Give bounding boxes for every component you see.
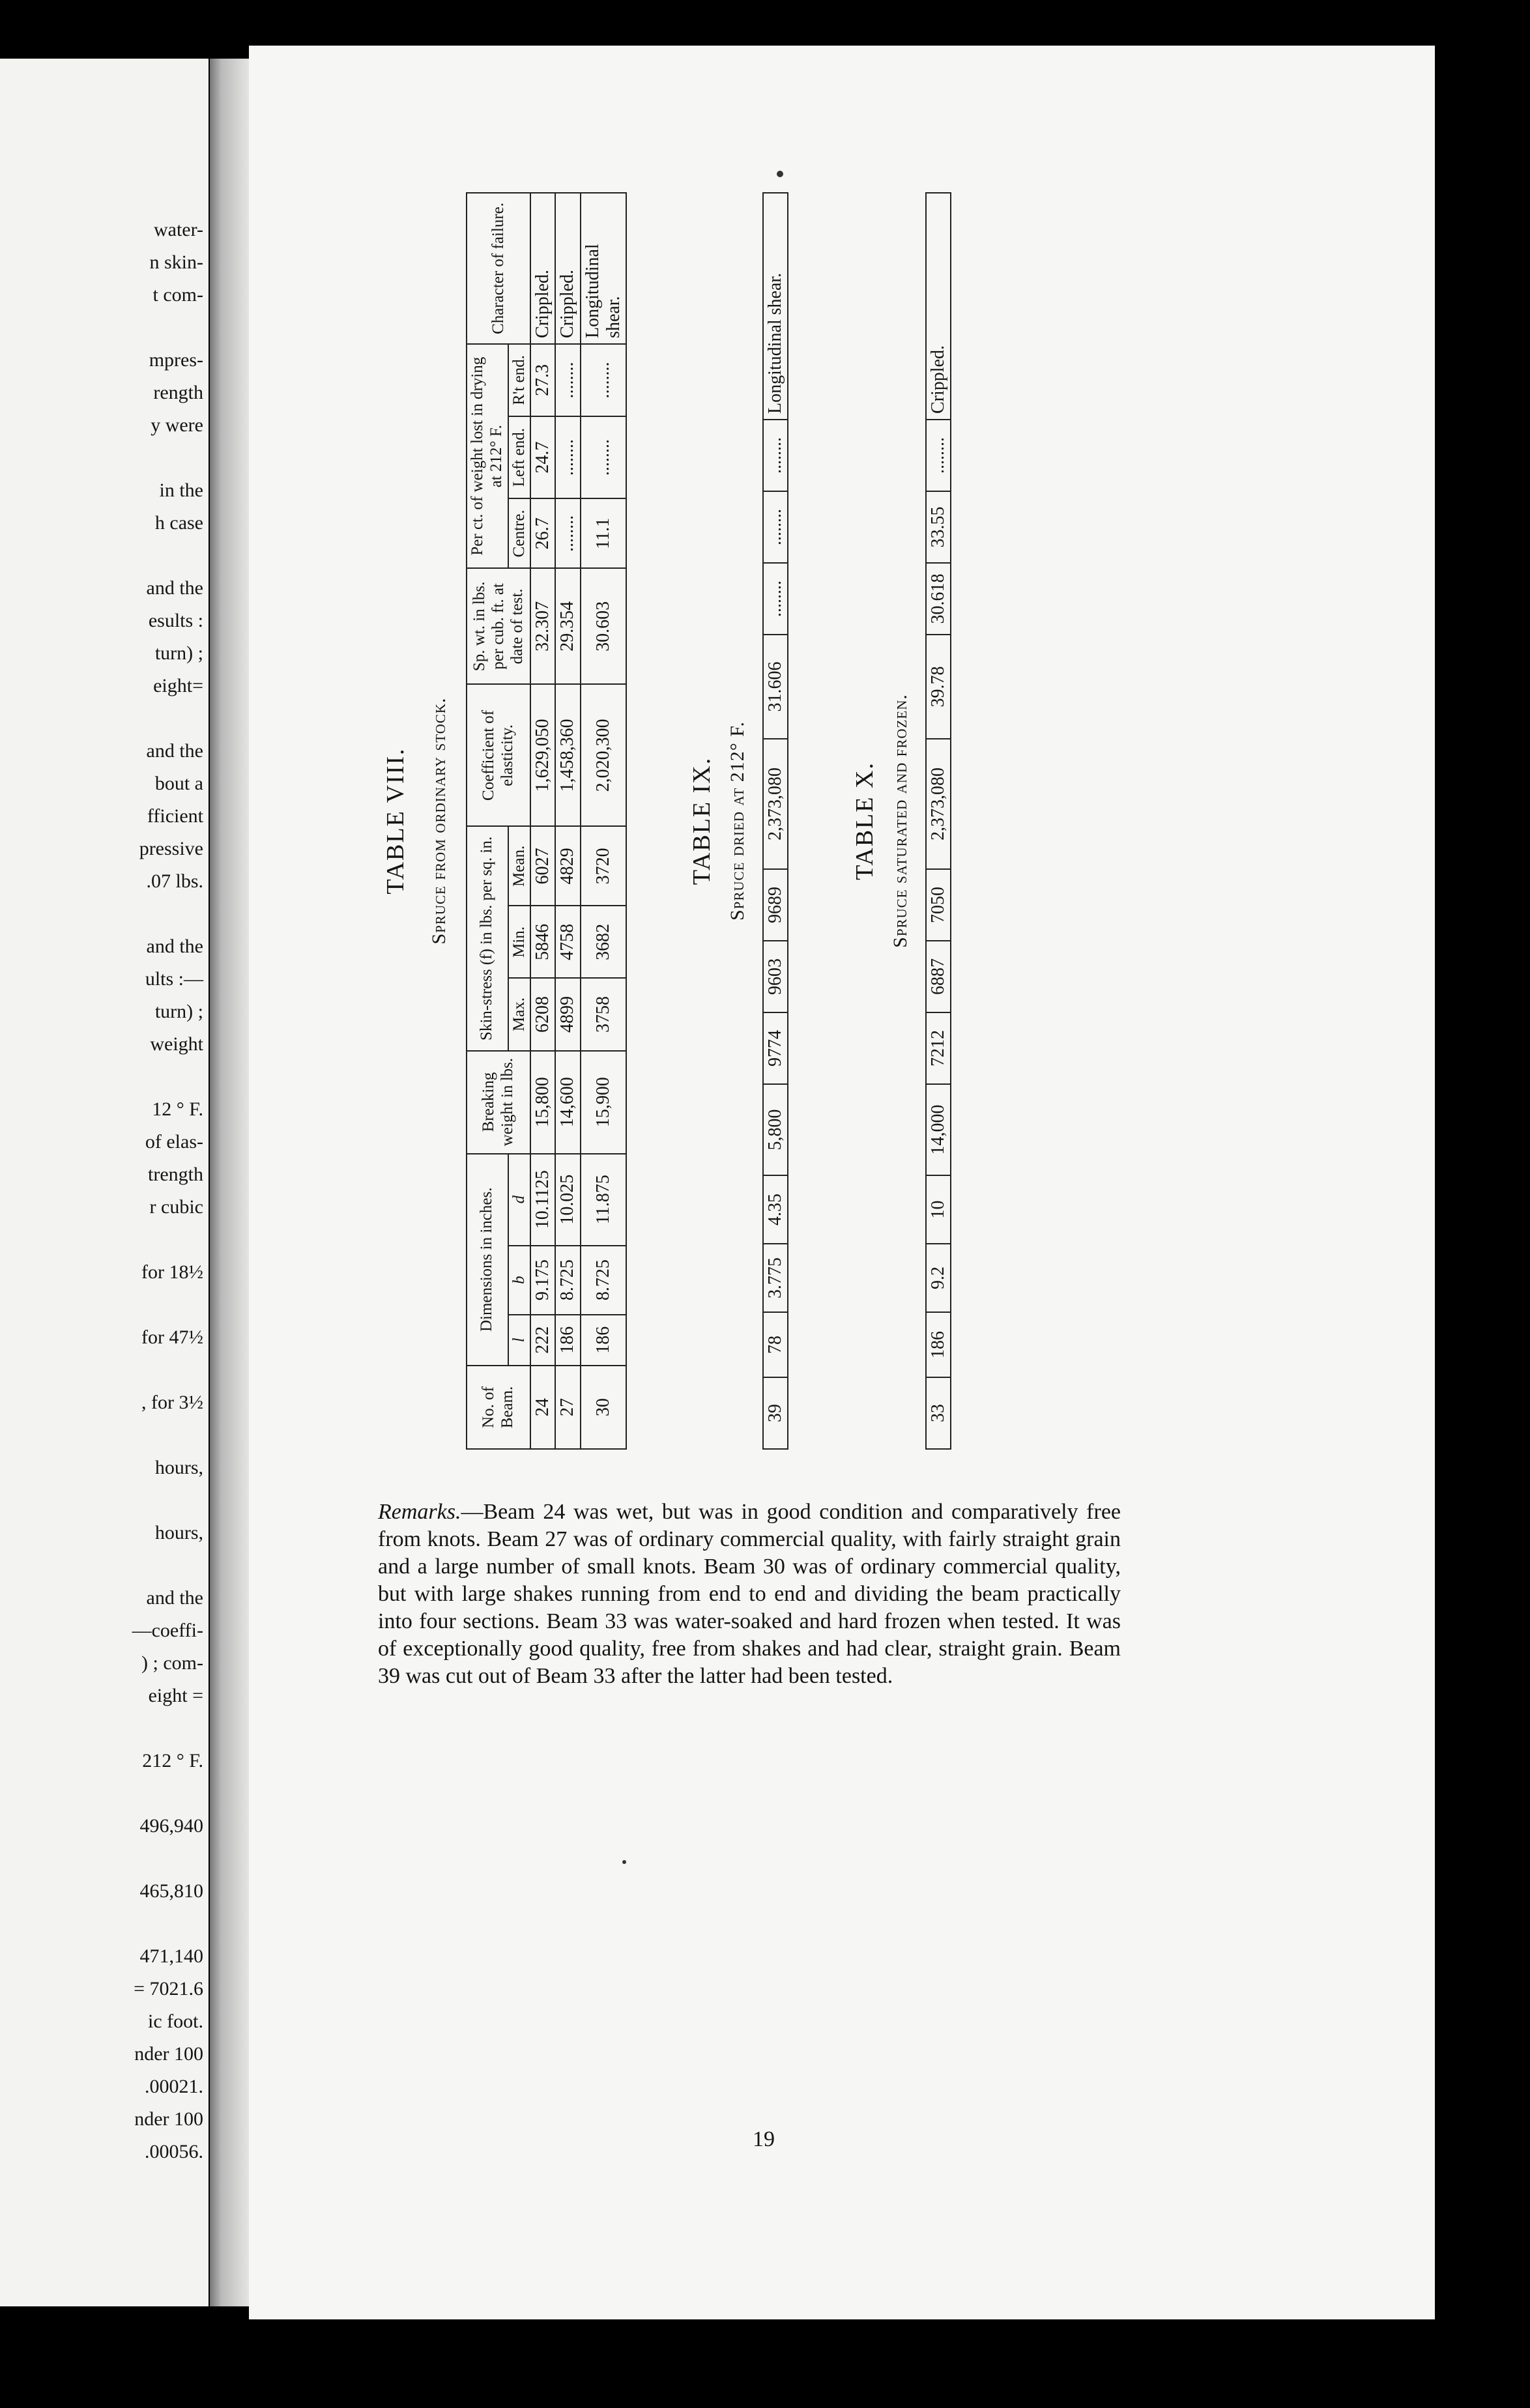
left-page-line: t com- <box>152 284 203 306</box>
left-page-line: eight = <box>148 1685 203 1706</box>
cell-b: 8.725 <box>555 1246 580 1315</box>
cell-coef: 1,458,360 <box>555 684 580 826</box>
left-page-line: rength <box>153 382 203 403</box>
cell-beam: 27 <box>555 1366 580 1449</box>
rotated-tables <box>381 192 1085 1450</box>
table-viii-title: TABLE VIII. <box>382 747 409 895</box>
left-page-line: pressive <box>139 838 203 859</box>
left-page-line: 212 ° F. <box>142 1750 203 1771</box>
cell-centre: 26.7 <box>530 498 555 568</box>
cell-b: 8.725 <box>581 1246 626 1315</box>
cell-max: 7212 <box>926 1012 951 1084</box>
cell-coef: 2,373,080 <box>763 739 788 869</box>
table-viii <box>466 192 627 1450</box>
cell-left: 33.55 <box>926 491 951 563</box>
cell-l: 78 <box>763 1312 788 1377</box>
header-l: l <box>508 1315 531 1366</box>
cell-beam: 33 <box>926 1377 951 1449</box>
left-page-line: ) ; com- <box>141 1652 203 1674</box>
header-no-of-beam: No. of Beam. <box>467 1366 530 1449</box>
table-x-subtitle: Spruce saturated and frozen. <box>889 694 911 948</box>
left-page-line: mpres- <box>149 349 203 371</box>
page-number: 19 <box>753 2127 775 2151</box>
cell-mean: 6027 <box>530 826 555 906</box>
cell-spwt: 29.354 <box>555 568 580 684</box>
remarks-label: Remarks. <box>378 1500 461 1524</box>
cell-failure: Longitudinal shear. <box>763 193 788 420</box>
left-page-line: —coeffi- <box>132 1620 203 1641</box>
left-page-line: fficient <box>147 805 203 827</box>
book-gutter <box>210 59 249 2306</box>
table-ix-title: TABLE IX. <box>688 756 715 885</box>
cell-min: 4758 <box>555 906 580 978</box>
cell-centre: ........ <box>763 563 788 635</box>
table-viii-subtitle: Spruce from ordinary stock. <box>428 697 450 945</box>
left-page-line: n skin- <box>149 251 203 273</box>
left-page-line: y were <box>151 414 203 436</box>
cell-l: 222 <box>530 1315 555 1366</box>
cell-spwt: 31.606 <box>763 635 788 739</box>
cell-coef: 1,629,050 <box>530 684 555 826</box>
left-page-line: and the <box>146 577 203 599</box>
left-page-line: esults : <box>148 610 203 631</box>
cell-breaking: 15,900 <box>581 1051 626 1154</box>
cell-l: 186 <box>555 1315 580 1366</box>
header-skin-stress: Skin-stress (f) in lbs. per sq. in. <box>467 826 508 1050</box>
table-row <box>555 193 580 1449</box>
cell-mean: 9689 <box>763 869 788 941</box>
header-min: Min. <box>508 906 531 978</box>
cell-breaking: 5,800 <box>763 1084 788 1175</box>
header-b: b <box>508 1246 531 1315</box>
cell-left: ........ <box>581 416 626 498</box>
cell-min: 3682 <box>581 906 626 978</box>
header-centre: Centre. <box>508 498 531 568</box>
cell-right: ........ <box>926 420 951 491</box>
cell-max: 9774 <box>763 1012 788 1084</box>
cell-beam: 24 <box>530 1366 555 1449</box>
left-page-line: of elas- <box>145 1131 203 1153</box>
left-page-line: and the <box>146 936 203 957</box>
header-failure: Character of failure. <box>467 193 530 344</box>
remarks-paragraph <box>378 1498 1121 1690</box>
cell-right: ........ <box>555 344 580 416</box>
cell-max: 4899 <box>555 978 580 1050</box>
cell-failure: Crippled. <box>926 193 951 420</box>
cell-breaking: 14,000 <box>926 1084 951 1175</box>
cell-left: 24.7 <box>530 416 555 498</box>
cell-breaking: 14,600 <box>555 1051 580 1154</box>
cell-left: ........ <box>763 491 788 563</box>
cell-max: 6208 <box>530 978 555 1050</box>
left-page-line: and the <box>146 740 203 762</box>
header-mean: Mean. <box>508 826 531 906</box>
cell-d: 11.875 <box>581 1154 626 1246</box>
left-page-line: h case <box>154 512 203 534</box>
left-page-line: and the <box>146 1587 203 1609</box>
left-page-line: eight= <box>153 675 203 696</box>
left-page-line: .07 lbs. <box>146 870 203 892</box>
header-sp-wt: Sp. wt. in lbs. per cub. ft. at date of test. <box>467 568 530 684</box>
cell-min: 9603 <box>763 941 788 1012</box>
cell-beam: 39 <box>763 1377 788 1449</box>
left-page-line: 12 ° F. <box>152 1098 203 1120</box>
header-d: d <box>508 1154 531 1246</box>
cell-failure: Longitudinal shear. <box>581 193 626 344</box>
left-page-line: trength <box>148 1164 203 1185</box>
cell-spwt: 32.307 <box>530 568 555 684</box>
table-x <box>925 192 951 1450</box>
cell-centre: 11.1 <box>581 498 626 568</box>
table-x-title: TABLE X. <box>851 762 878 880</box>
cell-d: 10.025 <box>555 1154 580 1246</box>
ink-spot <box>622 1860 626 1864</box>
left-page-line: in the <box>159 480 203 501</box>
cell-mean: 7050 <box>926 869 951 941</box>
cell-max: 3758 <box>581 978 626 1050</box>
left-page-line: turn) ; <box>154 1001 203 1022</box>
cell-coef: 2,020,300 <box>581 684 626 826</box>
cell-d: 10 <box>926 1175 951 1244</box>
cell-centre: 30.618 <box>926 563 951 635</box>
table-row <box>926 193 951 1449</box>
cell-b: 3.775 <box>763 1244 788 1312</box>
cell-min: 6887 <box>926 941 951 1012</box>
cell-breaking: 15,800 <box>530 1051 555 1154</box>
cell-coef: 2,373,080 <box>926 739 951 869</box>
left-page-line: bout a <box>154 773 203 794</box>
header-breaking-weight: Breaking weight in lbs. <box>467 1051 530 1154</box>
left-page-line: hours, <box>154 1522 203 1543</box>
left-page-line: ults :— <box>145 968 203 990</box>
cell-right: 27.3 <box>530 344 555 416</box>
cell-l: 186 <box>581 1315 626 1366</box>
cell-left: ........ <box>555 416 580 498</box>
left-page-line: .00056. <box>145 2141 203 2162</box>
cell-beam: 30 <box>581 1366 626 1449</box>
header-right-end: R't end. <box>508 344 531 416</box>
table-ix-subtitle: Spruce dried at 212° F. <box>727 721 748 921</box>
cell-mean: 4829 <box>555 826 580 906</box>
left-page-line: for 47½ <box>141 1326 203 1348</box>
cell-d: 4.35 <box>763 1175 788 1244</box>
left-page-line: for 18½ <box>141 1261 203 1283</box>
cell-l: 186 <box>926 1312 951 1377</box>
cell-right: ........ <box>581 344 626 416</box>
header-left-end: Left end. <box>508 416 531 498</box>
cell-b: 9.175 <box>530 1246 555 1315</box>
header-coef-elasticity: Coefficient of elasticity. <box>467 684 530 826</box>
cell-failure: Crippled. <box>555 193 580 344</box>
left-page-line: ic foot. <box>148 2011 203 2032</box>
left-page-line: 471,140 <box>139 1945 203 1967</box>
left-page-line: nder 100 <box>134 2043 203 2065</box>
left-page-line: weight <box>150 1033 203 1055</box>
table-row <box>530 193 555 1449</box>
left-page-line: .00021. <box>145 2076 203 2097</box>
table-row <box>581 193 626 1449</box>
cell-right: ........ <box>763 420 788 491</box>
cell-b: 9.2 <box>926 1244 951 1312</box>
left-page-line: water- <box>153 219 203 240</box>
ink-spot <box>777 171 783 177</box>
cell-spwt: 39.78 <box>926 635 951 739</box>
cell-d: 10.1125 <box>530 1154 555 1246</box>
left-page-line: 465,810 <box>139 1880 203 1902</box>
table-ix <box>762 192 788 1450</box>
cell-spwt: 30.603 <box>581 568 626 684</box>
left-page-line: 496,940 <box>139 1815 203 1837</box>
remarks-text: —Beam 24 was wet, but was in good condition and comparatively free from knots. Beam 27 was of ordinary commercial quality, with fairly straight grain and a large number of small knots. Beam 30 was of ordinary commercial quality, but with large shakes running from end to end and dividing the beam practically into four sections. Beam 33 was water-soaked and hard frozen when tested. It was of exceptionally good quality, free from shakes and had clear, straight grain. Beam 39 was cut out of Beam 33 after the latter had been tested. <box>378 1500 1121 1688</box>
header-max: Max. <box>508 978 531 1050</box>
left-page-line: = 7021.6 <box>134 1978 203 2000</box>
left-page-line: nder 100 <box>134 2108 203 2130</box>
left-page-fragment <box>0 59 209 2306</box>
left-page-line: hours, <box>154 1457 203 1478</box>
cell-mean: 3720 <box>581 826 626 906</box>
cell-failure: Crippled. <box>530 193 555 344</box>
cell-centre: ........ <box>555 498 580 568</box>
header-dimensions: Dimensions in inches. <box>467 1154 508 1366</box>
left-page-line: turn) ; <box>154 642 203 664</box>
cell-min: 5846 <box>530 906 555 978</box>
left-page-line: , for 3½ <box>141 1392 203 1413</box>
left-page-line: r cubic <box>149 1196 203 1218</box>
header-per-ct-weight: Per ct. of weight lost in drying at 212° F. <box>467 344 508 568</box>
table-row <box>763 193 788 1449</box>
